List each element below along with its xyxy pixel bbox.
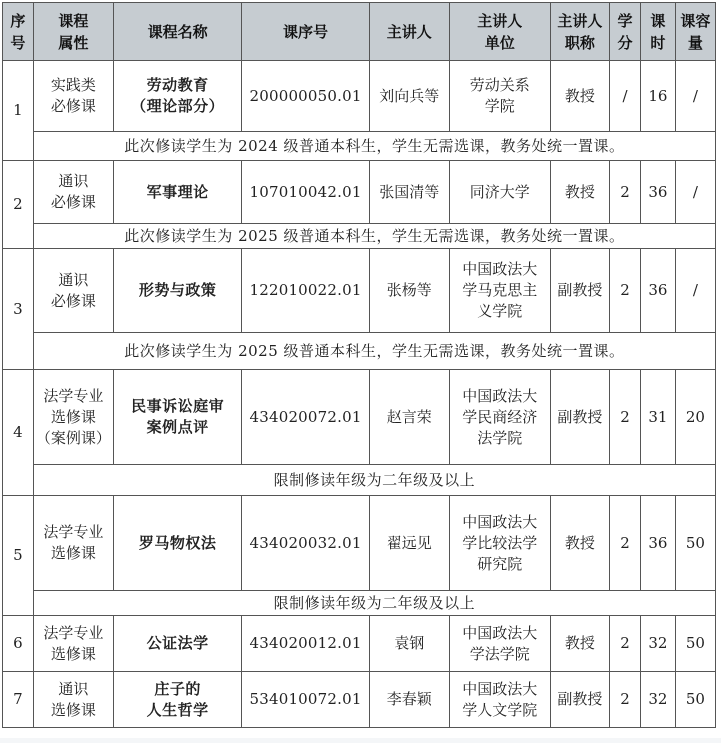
row-hours: 36 <box>640 496 675 591</box>
row-code: 434020012.01 <box>242 616 369 672</box>
row-lecturer: 袁钢 <box>369 616 449 672</box>
header-seq: 序 号 <box>3 3 34 61</box>
row-title: 教授 <box>550 616 610 672</box>
row-attr: 通识 必修课 <box>33 161 113 224</box>
page-bottom-edge <box>0 738 721 743</box>
row-seq: 3 <box>3 249 34 370</box>
row-course-name: 公证法学 <box>113 616 241 672</box>
row-course-name: 军事理论 <box>113 161 241 224</box>
row-code: 107010042.01 <box>242 161 369 224</box>
table-row <box>3 161 716 224</box>
row-unit: 劳动关系 学院 <box>449 61 550 132</box>
row-unit: 中国政法大 学民商经济 法学院 <box>449 370 550 465</box>
row-title: 教授 <box>550 161 610 224</box>
row-unit: 同济大学 <box>449 161 550 224</box>
row-capacity: 50 <box>675 496 715 591</box>
row-capacity: 20 <box>675 370 715 465</box>
row-note: 此次修读学生为 2024 级普通本科生，学生无需选课，教务处统一置课。 <box>33 132 715 161</box>
row-credit: 2 <box>610 370 641 465</box>
header-lecturer: 主讲人 <box>369 3 449 61</box>
note-row <box>3 132 716 161</box>
table-row <box>3 370 716 465</box>
row-credit: 2 <box>610 161 641 224</box>
header-row <box>3 3 716 61</box>
row-hours: 32 <box>640 672 675 728</box>
header-capacity: 课容 量 <box>675 3 715 61</box>
row-credit: 2 <box>610 496 641 591</box>
row-title: 教授 <box>550 496 610 591</box>
row-lecturer: 刘向兵等 <box>369 61 449 132</box>
row-hours: 32 <box>640 616 675 672</box>
table-row <box>3 249 716 333</box>
header-title: 主讲人 职称 <box>550 3 610 61</box>
row-unit: 中国政法大 学马克思主 义学院 <box>449 249 550 333</box>
note-row <box>3 224 716 249</box>
row-attr: 法学专业 选修课 <box>33 496 113 591</box>
row-title: 教授 <box>550 61 610 132</box>
row-capacity: 50 <box>675 672 715 728</box>
course-table <box>2 2 716 728</box>
row-capacity: 50 <box>675 616 715 672</box>
row-lecturer: 张国清等 <box>369 161 449 224</box>
header-credit: 学 分 <box>610 3 641 61</box>
row-seq: 6 <box>3 616 34 672</box>
row-code: 200000050.01 <box>242 61 369 132</box>
row-credit: 2 <box>610 616 641 672</box>
row-title: 副教授 <box>550 249 610 333</box>
row-lecturer: 赵言荣 <box>369 370 449 465</box>
row-attr: 通识 选修课 <box>33 672 113 728</box>
row-unit: 中国政法大 学比较法学 研究院 <box>449 496 550 591</box>
row-capacity: / <box>675 161 715 224</box>
row-course-name: 罗马物权法 <box>113 496 241 591</box>
row-unit: 中国政法大 学法学院 <box>449 616 550 672</box>
row-course-name: 民事诉讼庭审 案例点评 <box>113 370 241 465</box>
row-unit: 中国政法大 学人文学院 <box>449 672 550 728</box>
table-row <box>3 61 716 132</box>
row-seq: 7 <box>3 672 34 728</box>
table-row <box>3 616 716 672</box>
row-title: 副教授 <box>550 370 610 465</box>
header-attr: 课程 属性 <box>33 3 113 61</box>
row-code: 122010022.01 <box>242 249 369 333</box>
row-course-name: 庄子的 人生哲学 <box>113 672 241 728</box>
note-row <box>3 465 716 496</box>
row-seq: 4 <box>3 370 34 496</box>
row-note: 限制修读年级为二年级及以上 <box>33 465 715 496</box>
row-credit: / <box>610 61 641 132</box>
header-name: 课程名称 <box>113 3 241 61</box>
header-hours: 课 时 <box>640 3 675 61</box>
note-row <box>3 333 716 370</box>
row-hours: 36 <box>640 249 675 333</box>
row-seq: 2 <box>3 161 34 249</box>
row-attr: 实践类 必修课 <box>33 61 113 132</box>
row-lecturer: 李春颖 <box>369 672 449 728</box>
row-note: 此次修读学生为 2025 级普通本科生，学生无需选课，教务处统一置课。 <box>33 333 715 370</box>
row-title: 副教授 <box>550 672 610 728</box>
table-row <box>3 496 716 591</box>
row-hours: 36 <box>640 161 675 224</box>
header-code: 课序号 <box>242 3 369 61</box>
row-capacity: / <box>675 61 715 132</box>
row-attr: 通识 必修课 <box>33 249 113 333</box>
row-lecturer: 张杨等 <box>369 249 449 333</box>
row-credit: 2 <box>610 249 641 333</box>
row-hours: 16 <box>640 61 675 132</box>
row-lecturer: 翟远见 <box>369 496 449 591</box>
header-unit: 主讲人 单位 <box>449 3 550 61</box>
row-seq: 5 <box>3 496 34 616</box>
row-attr: 法学专业 选修课 <box>33 616 113 672</box>
row-hours: 31 <box>640 370 675 465</box>
row-capacity: / <box>675 249 715 333</box>
table-row <box>3 672 716 728</box>
row-code: 534010072.01 <box>242 672 369 728</box>
row-credit: 2 <box>610 672 641 728</box>
row-seq: 1 <box>3 61 34 161</box>
row-attr: 法学专业 选修课 （案例课） <box>33 370 113 465</box>
row-course-name: 劳动教育 （理论部分） <box>113 61 241 132</box>
row-course-name: 形势与政策 <box>113 249 241 333</box>
row-code: 434020072.01 <box>242 370 369 465</box>
row-code: 434020032.01 <box>242 496 369 591</box>
row-note: 限制修读年级为二年级及以上 <box>33 591 715 616</box>
note-row <box>3 591 716 616</box>
row-note: 此次修读学生为 2025 级普通本科生，学生无需选课，教务处统一置课。 <box>33 224 715 249</box>
